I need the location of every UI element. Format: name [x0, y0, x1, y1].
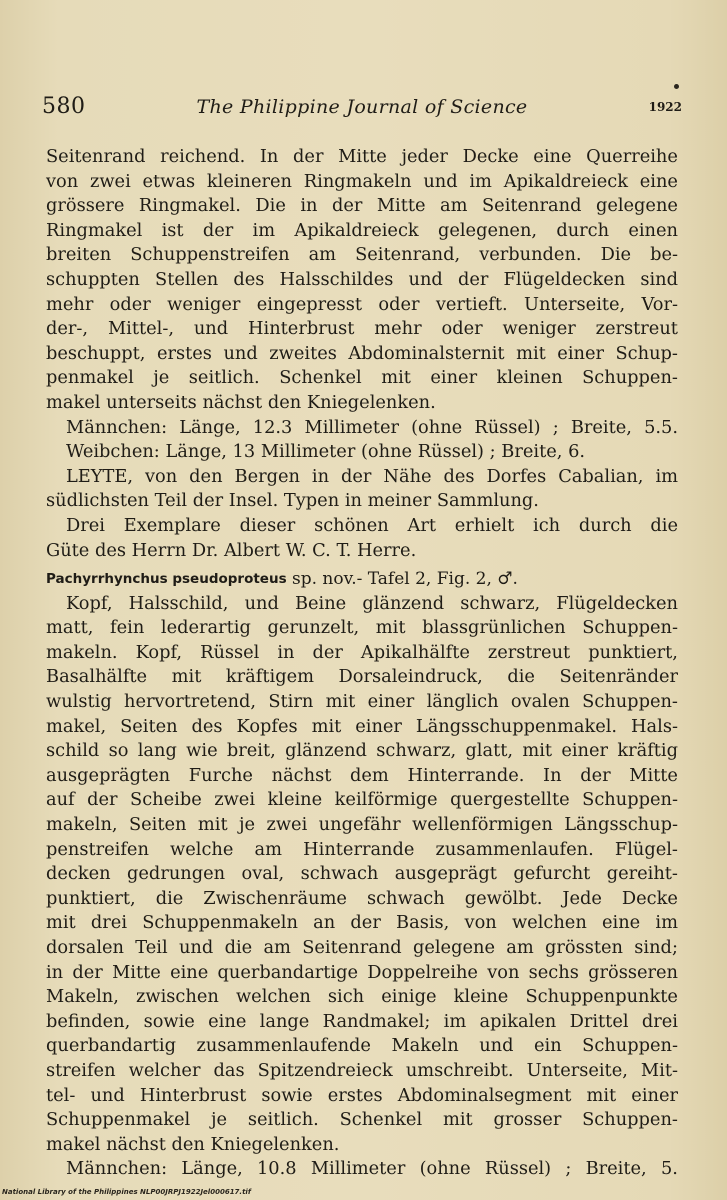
text-line: mit drei Schuppenmakeln an der Basis, von welchen eine im: [46, 912, 678, 934]
text-line: wulstig hervortretend, Stirn mit einer länglich ovalen Schuppen-: [46, 691, 678, 713]
species-heading: [46, 567, 678, 592]
text-line: LEYTE, von den Bergen in der Nähe des Dorfes Cabalian, im: [66, 465, 678, 487]
text-line: befinden, sowie eine lange Randmakel; im apikalen Drittel drei: [46, 1010, 678, 1032]
text-line: makeln. Kopf, Rüssel in der Apikalhälfte zerstreut punktiert,: [46, 641, 678, 663]
text-line: makeln, Seiten mit je zwei ungefähr wellenförmigen Längsschup-: [46, 814, 678, 836]
text-line: streifen welcher das Spitzendreieck umschreibt. Unterseite, Mit-: [46, 1059, 678, 1081]
text-line: beschuppt, erstes und zweites Abdominalsternit mit einer Schup-: [46, 342, 678, 364]
text-line: grössere Ringmakel. Die in der Mitte am Seitenrand gelegene: [46, 195, 678, 217]
speck-mark: [674, 84, 679, 89]
description-block-1: [46, 145, 678, 563]
year: 1922: [648, 100, 682, 114]
text-line: der-, Mittel-, und Hinterbrust mehr oder weniger zerstreut: [46, 318, 678, 340]
text-line: auf der Scheibe zwei kleine keilförmige quergestellte Schuppen-: [46, 789, 678, 811]
text-line: Schuppenmakel je seitlich. Schenkel mit grosser Schuppen-: [46, 1109, 678, 1131]
article-body: [46, 145, 678, 1182]
text-line: penmakel je seitlich. Schenkel mit einer kleinen Schuppen-: [46, 367, 678, 389]
text-line: Makeln, zwischen welchen sich einige kleine Schuppenpunkte: [46, 986, 678, 1008]
text-line: Seitenrand reichend. In der Mitte jeder Decke eine Querreihe: [46, 146, 678, 167]
text-line: Weibchen: Länge, 13 Millimeter (ohne Rüssel) ; Breite, 6.: [66, 441, 586, 463]
text-line: schuppten Stellen des Halsschildes und der Flügeldecken sind: [46, 268, 678, 290]
running-head: The Philippine Journal of Science: [196, 96, 528, 118]
text-line: makel nächst den Kniegelenken.: [46, 1133, 340, 1155]
text-line: matt, fein lederartig gerunzelt, mit blassgrünlichen Schuppen-: [46, 617, 678, 639]
text-line: dorsalen Teil und die am Seitenrand gelegene am grössten sind;: [46, 937, 678, 958]
text-line: Männchen: Länge, 10.8 Millimeter (ohne Rüssel) ; Breite, 5.: [66, 1158, 678, 1180]
text-line: südlichsten Teil der Insel. Typen in meiner Sammlung.: [46, 490, 539, 512]
species-name: Pachyrrhynchus pseudoproteus: [46, 571, 287, 588]
text-line: tel- und Hinterbrust sowie erstes Abdominalsegment mit einer: [46, 1084, 678, 1106]
text-line: ausgeprägten Furche nächst dem Hinterrande. In der Mitte: [46, 764, 678, 786]
text-line: decken gedrungen oval, schwach ausgeprägt gefurcht gereiht-: [46, 863, 678, 885]
text-line: Drei Exemplare dieser schönen Art erhielt ich durch die: [66, 514, 678, 536]
text-line: penstreifen welche am Hinterrande zusammenlaufen. Flügel-: [46, 838, 678, 860]
text-line: in der Mitte eine querbandartige Doppelreihe von sechs grösseren: [46, 961, 678, 983]
text-line: Männchen: Länge, 12.3 Millimeter (ohne Rüssel) ; Breite, 5.5.: [66, 416, 678, 438]
species-heading-rest: sp. nov.- Tafel 2, Fig. 2, ♂.: [292, 569, 518, 590]
text-line: Kopf, Halsschild, und Beine glänzend schwarz, Flügeldecken: [66, 592, 678, 614]
text-line: makel, Seiten des Kopfes mit einer Längsschuppenmakel. Hals-: [46, 715, 678, 737]
text-line: punktiert, die Zwischenräume schwach gewölbt. Jede Decke: [46, 887, 678, 909]
text-line: schild so lang wie breit, glänzend schwarz, glatt, mit einer kräftig: [46, 740, 678, 762]
page-header: [42, 94, 682, 126]
page-number: 580: [42, 94, 86, 119]
text-line: Basalhälfte mit kräftigem Dorsaleindruck, die Seitenränder: [46, 666, 678, 688]
scan-footer: National Library of the Philippines NLP00JRPJ1922Jel000617.tif: [2, 1188, 251, 1196]
text-line: mehr oder weniger eingepresst oder vertieft. Unterseite, Vor-: [46, 293, 678, 315]
text-line: breiten Schuppenstreifen am Seitenrand, verbunden. Die be-: [46, 244, 678, 266]
text-line: von zwei etwas kleineren Ringmakeln und im Apikaldreieck eine: [46, 170, 678, 192]
text-line: Ringmakel ist der im Apikaldreieck gelegenen, durch einen: [46, 219, 678, 241]
text-line: querbandartig zusammenlaufende Makeln und ein Schuppen-: [46, 1035, 678, 1057]
text-line: Güte des Herrn Dr. Albert W. C. T. Herre.: [46, 539, 417, 561]
text-line: makel unterseits nächst den Kniegelenken.: [46, 391, 436, 413]
description-block-2: [46, 592, 678, 1182]
